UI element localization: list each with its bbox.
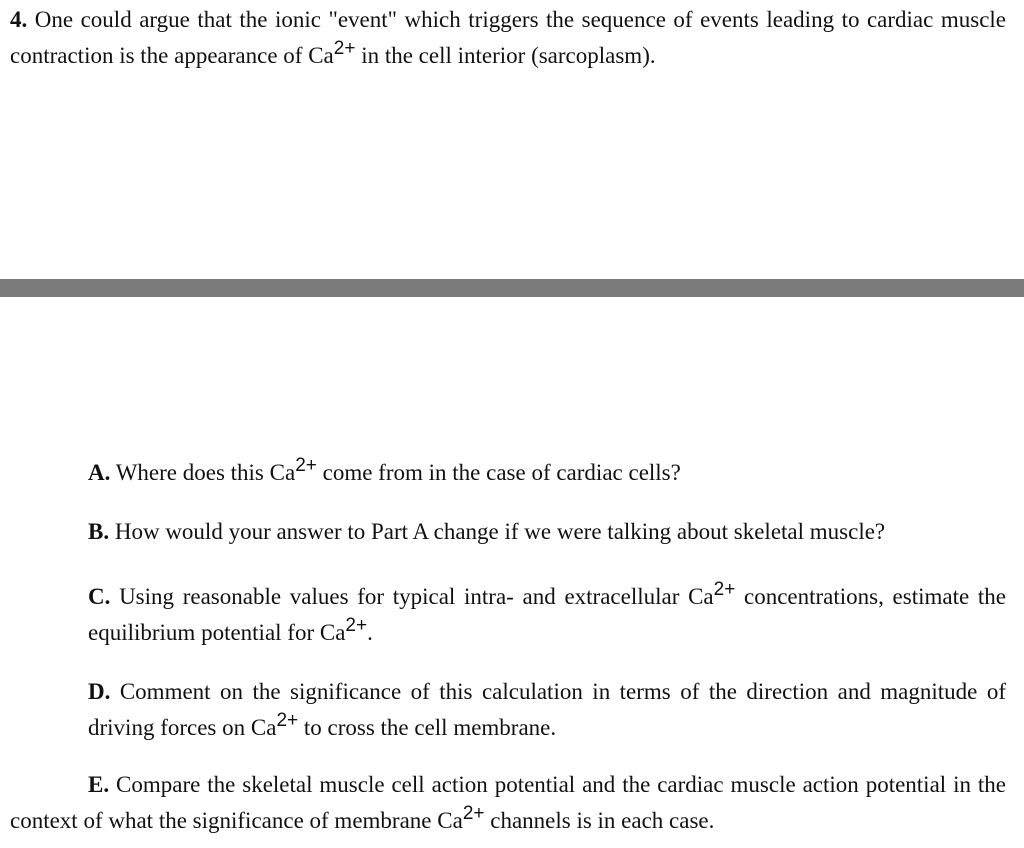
part-d-question: [88, 674, 1006, 746]
intro-text-start: One could argue that the ionic "event" which triggers the sequence of events leading to cardiac muscle contraction is the appearance of Ca: [10, 7, 1007, 68]
part-e-label: E.: [88, 772, 110, 797]
part-c-charge-superscript-2: 2+: [345, 615, 368, 636]
part-b-label: B.: [88, 519, 110, 544]
problem-statement: [10, 2, 1006, 74]
part-d-text-end: to cross the cell membrane.: [298, 715, 557, 740]
part-c-question: [88, 579, 1006, 651]
part-b-question: [88, 514, 1008, 550]
intro-text-end: in the cell interior (sarcoplasm).: [355, 43, 656, 68]
part-c-charge-superscript-1: 2+: [713, 579, 736, 600]
section-divider-bar: [0, 279, 1024, 297]
part-c-text-middle: concentrations, estimate the equilibrium potential for Ca: [88, 584, 1006, 645]
part-e-text-end: channels is in each case.: [484, 808, 715, 833]
part-d-label: D.: [88, 679, 111, 704]
part-a-text-start: Where does this Ca: [110, 460, 296, 485]
part-c-text-end: .: [367, 620, 373, 645]
part-c-text-start: Using reasonable values for typical intra- and extracellular Ca: [110, 584, 714, 609]
problem-number: 4.: [10, 7, 28, 32]
part-c-label: C.: [88, 584, 111, 609]
part-d-text-start: Comment on the significance of this calculation in terms of the direction and magnitude of driving forces on Ca: [88, 679, 1006, 740]
calcium-charge-superscript: 2+: [333, 38, 356, 59]
part-a-text-end: come from in the case of cardiac cells?: [316, 460, 681, 485]
part-e-charge-superscript: 2+: [462, 803, 485, 824]
part-e-question: [10, 767, 1006, 839]
part-a-charge-superscript: 2+: [295, 455, 317, 476]
part-b-text: How would your answer to Part A change if we were talking about skeletal muscle?: [109, 519, 886, 544]
part-a-question: [88, 455, 1008, 491]
part-a-label: A.: [88, 460, 111, 485]
part-d-charge-superscript: 2+: [276, 710, 299, 731]
part-e-text-start: Compare the skeletal muscle cell action potential and the cardiac muscle action potential in the context of what the significance of membrane Ca: [10, 772, 1006, 833]
